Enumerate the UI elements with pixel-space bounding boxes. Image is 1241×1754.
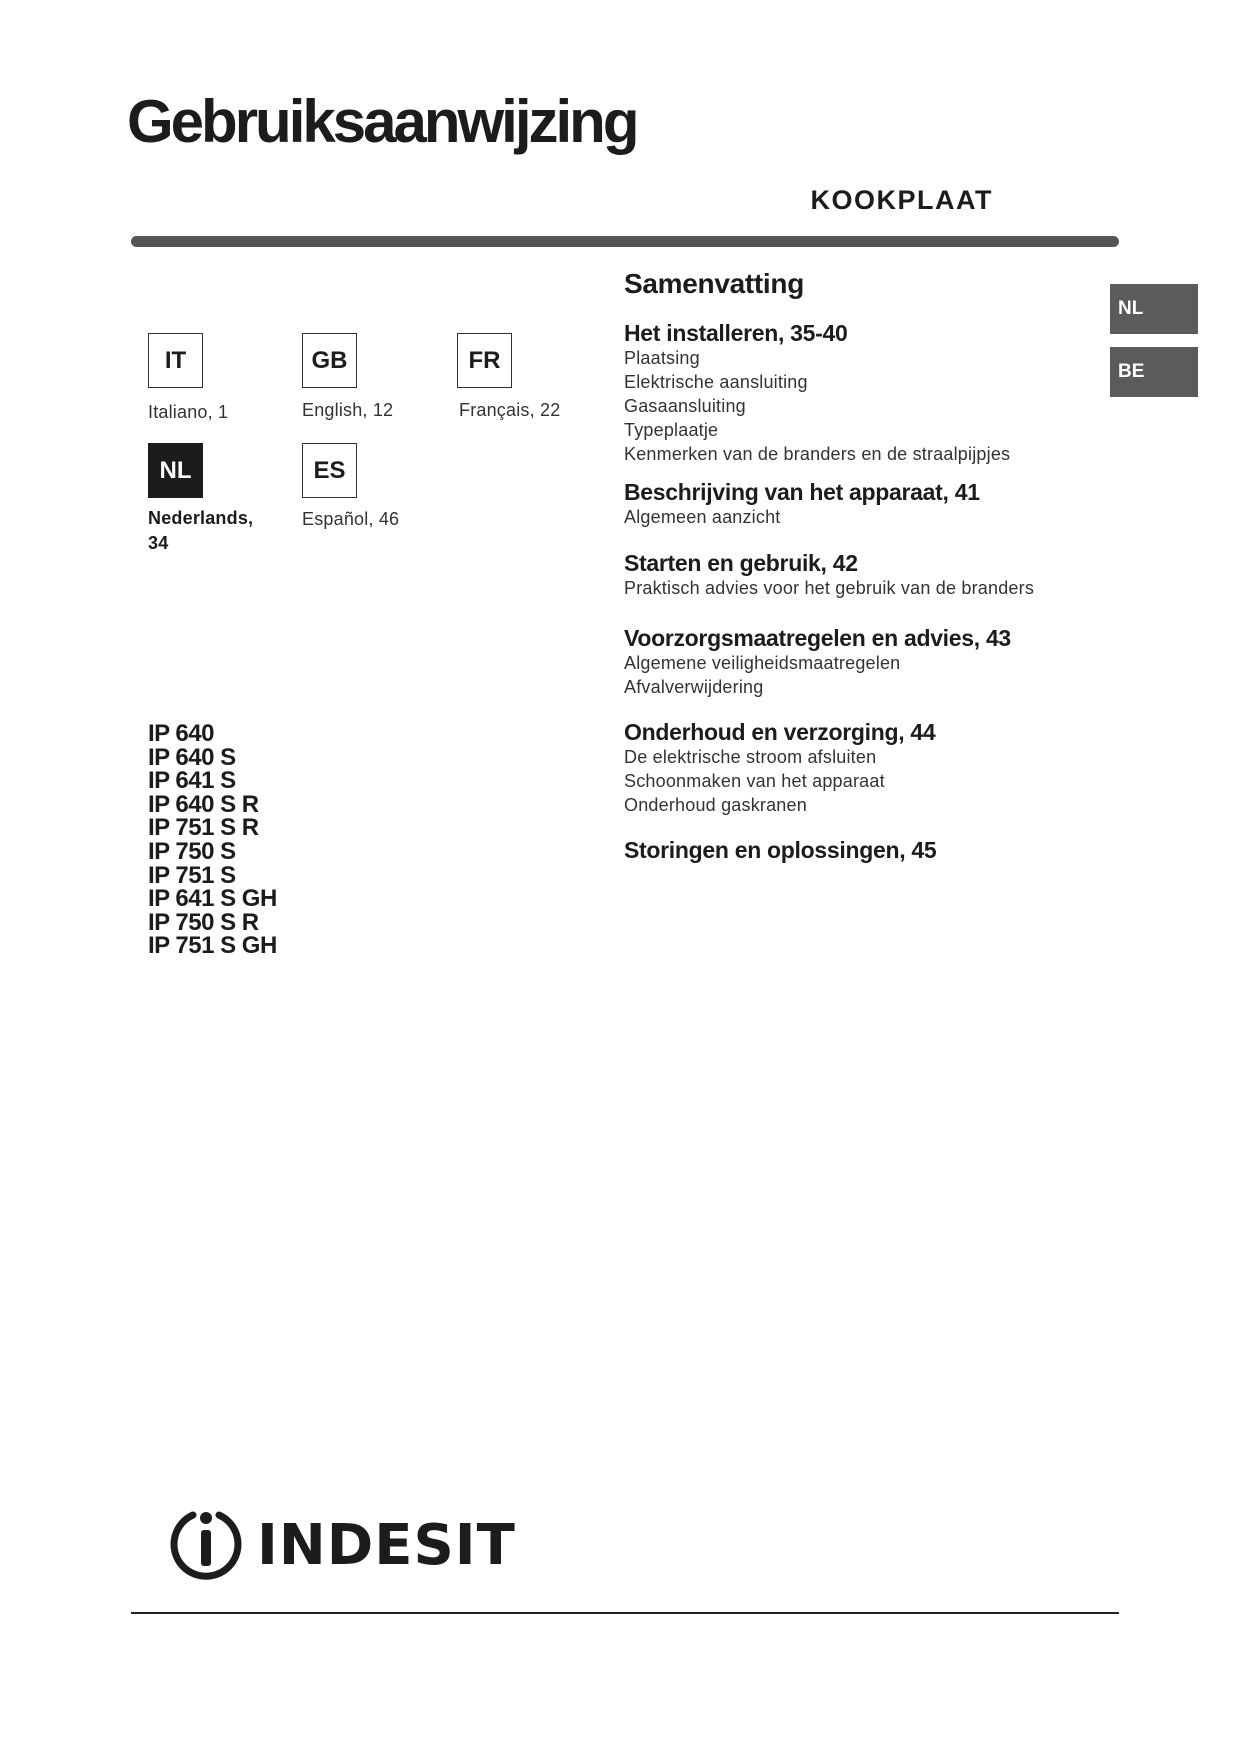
indesit-emblem-icon (167, 1506, 245, 1584)
toc-item[interactable]: Typeplaatje (624, 420, 719, 440)
toc-section (624, 550, 1104, 600)
toc-section-title[interactable]: Onderhoud en verzorging, 44 (624, 719, 936, 745)
model-item: IP 751 S (148, 861, 236, 889)
toc-item[interactable]: Schoonmaken van het apparaat (624, 771, 885, 791)
model-item: IP 640 S R (148, 790, 259, 818)
toc-section (624, 320, 1104, 466)
toc-item[interactable]: Kenmerken van de branders en de straalpijpjes (624, 444, 1011, 464)
lang-box-fr[interactable]: FR (457, 333, 512, 388)
model-item: IP 640 S (148, 743, 236, 771)
toc-title: Samenvatting (624, 268, 804, 299)
toc-item[interactable]: Plaatsing (624, 348, 700, 368)
header-divider (131, 236, 1119, 247)
toc-item[interactable]: Praktisch advies voor het gebruik van de branders (624, 578, 1035, 598)
side-tab-be[interactable]: BE (1110, 347, 1198, 397)
brand-logo-text: INDESIT (257, 1512, 516, 1578)
lang-label-nl: Nederlands, 34 (148, 508, 254, 553)
toc-section-title[interactable]: Starten en gebruik, 42 (624, 550, 858, 576)
lang-label-gb: English, 12 (302, 400, 394, 420)
model-item: IP 640 (148, 720, 214, 747)
toc-item[interactable]: Algemene veiligheidsmaatregelen (624, 653, 901, 673)
toc-section (624, 479, 1104, 529)
model-item: IP 750 S (148, 837, 236, 865)
model-list (148, 722, 277, 958)
toc-item[interactable]: Afvalverwijdering (624, 677, 764, 697)
lang-label-es: Español, 46 (302, 509, 400, 529)
footer-divider (131, 1612, 1119, 1614)
toc-item[interactable]: De elektrische stroom afsluiten (624, 747, 877, 767)
table-of-contents (624, 268, 1104, 863)
page-title: Gebruiksaanwijzing (127, 88, 637, 155)
product-type: KOOKPLAAT (810, 185, 993, 215)
lang-label-it: Italiano, 1 (148, 402, 229, 422)
toc-section (624, 625, 1104, 699)
toc-item[interactable]: Algemeen aanzicht (624, 507, 781, 527)
lang-box-it[interactable]: IT (148, 333, 203, 388)
lang-box-nl[interactable]: NL (148, 443, 203, 498)
toc-section (624, 719, 1104, 817)
model-item: IP 751 S R (148, 814, 259, 842)
brand-logo (167, 1506, 516, 1584)
toc-item[interactable]: Onderhoud gaskranen (624, 795, 807, 815)
model-item: IP 750 S R (148, 908, 259, 936)
toc-section-title[interactable]: Voorzorgsmaatregelen en advies, 43 (624, 625, 1011, 651)
lang-label-fr: Français, 22 (459, 400, 561, 420)
model-item: IP 641 S GH (148, 885, 277, 913)
toc-section (624, 837, 1104, 863)
side-tab-nl[interactable]: NL (1110, 284, 1198, 334)
model-item: IP 751 S GH (148, 932, 277, 960)
lang-box-es[interactable]: ES (302, 443, 357, 498)
lang-box-gb[interactable]: GB (302, 333, 357, 388)
toc-item[interactable]: Elektrische aansluiting (624, 372, 808, 392)
model-item: IP 641 S (148, 767, 236, 795)
toc-section-title[interactable]: Storingen en oplossingen, 45 (624, 837, 937, 863)
toc-item[interactable]: Gasaansluiting (624, 396, 746, 416)
toc-section-title[interactable]: Het installeren, 35-40 (624, 320, 848, 346)
toc-section-title[interactable]: Beschrijving van het apparaat, 41 (624, 479, 980, 505)
